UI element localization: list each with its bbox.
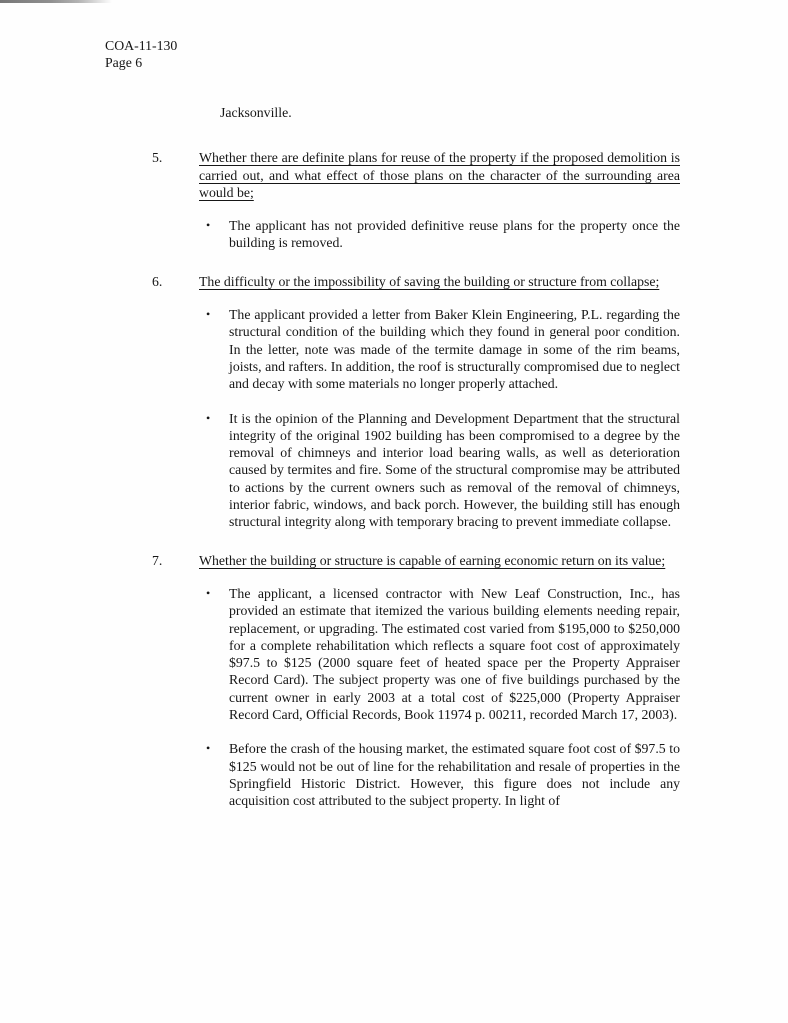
item-heading: The difficulty or the impossibility of saving the building or structure from collapse; <box>199 273 660 289</box>
item-number: 7. <box>152 552 163 568</box>
bullet-text: It is the opinion of the Planning and Development Department that the structural integrity of the original 1902 building has been compromised to a degree by the removal of chimneys and interior load bearing walls, as well as deterioration caused by termites and fire. Some of the structural compromise may be attributed to actions by the current owners such as removal of the removal of chimneys, interior fabric, windows, and back porch. However, the building still has enough structural integrity along with temporary bracing to prevent immediate collapse. <box>229 410 680 530</box>
bullet-icon: • <box>206 410 211 425</box>
bullet-text: The applicant provided a letter from Baker Klein Engineering, P.L. regarding the structural condition of the building which they found in general poor condition. In the letter, note was made of the termite damage in some of the rim beams, joists, and rafters. In addition, the roof is structurally compromised due to neglect and decay with some materials no longer properly attached. <box>229 307 680 392</box>
finding-item-6 <box>152 273 680 531</box>
bullet-list <box>199 585 680 810</box>
item-heading: Whether the building or structure is capable of earning economic return on its value; <box>199 552 666 568</box>
bullet-icon: • <box>206 307 211 322</box>
scan-artifact <box>0 0 112 3</box>
bullet-text: The applicant has not provided definitive reuse plans for the property once the building is removed. <box>229 218 680 251</box>
item-number: 5. <box>152 150 163 166</box>
document-body <box>152 104 680 810</box>
item-content <box>199 149 680 251</box>
bullet-item <box>199 740 680 809</box>
bullet-list <box>199 306 680 531</box>
finding-item-7 <box>152 552 680 810</box>
item-content <box>199 552 680 810</box>
doc-reference: COA-11-130 <box>105 38 178 53</box>
item-number: 6. <box>152 273 163 289</box>
bullet-item <box>199 410 680 531</box>
finding-item-5 <box>152 149 680 251</box>
bullet-icon: • <box>206 741 211 756</box>
bullet-text: The applicant, a licensed contractor with New Leaf Construction, Inc., has provided an estimate that itemized the various building elements needing repair, replacement, or upgrading. The estimated cost varied from $195,000 to $250,000 for a complete rehabilitation which reflects a square foot cost of approximately $97.5 to $125 (2000 square feet of heated space per the Property Appraiser Record Card). The subject property was one of five buildings purchased by the current owner in early 2003 at a total cost of $225,000 (Property Appraiser Record Card, Official Records, Book 11974 p. 00211, recorded March 17, 2003). <box>229 585 680 723</box>
bullet-text: Before the crash of the housing market, the estimated square foot cost of $97.5 to $125 would not be out of line for the rehabilitation and resale of properties in the Springfield Historic District. However, this figure does not include any acquisition cost attributed to the subject property. In light of <box>229 741 680 809</box>
bullet-list <box>199 217 680 252</box>
bullet-item <box>199 217 680 252</box>
page-number-label: Page 6 <box>105 54 143 70</box>
bullet-icon: • <box>206 218 211 233</box>
item-heading: Whether there are definite plans for reuse of the property if the proposed demolition is carried out, and what effect of those plans on the character of the surrounding area would be; <box>199 150 680 200</box>
bullet-item <box>199 585 680 723</box>
bullet-icon: • <box>206 585 211 600</box>
document-header <box>105 38 177 71</box>
item-content <box>199 273 680 531</box>
bullet-item <box>199 306 680 392</box>
continuation-text: Jacksonville. <box>220 105 292 120</box>
